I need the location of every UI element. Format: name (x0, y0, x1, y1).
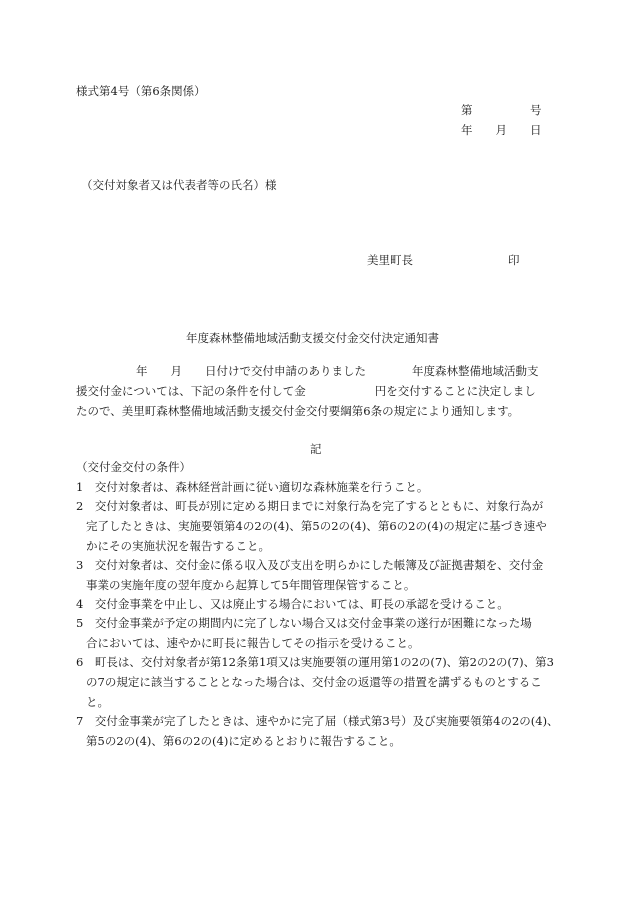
conditions-heading: （交付金交付の条件） (76, 460, 191, 474)
condition-line: 事業の実施年度の翌年度から起算して5年間管理保管すること。 (86, 578, 416, 592)
condition-line: 5 交付金事業が予定の期間内に完了しない場合又は交付金事業の遂行が困難になった場 (76, 616, 532, 630)
condition-line: 3 交付対象者は、交付金に係る収入及び支出を明らかにした帳簿及び証拠書類を、交付金 (76, 558, 544, 572)
condition-line: 第5の2の(4)、第6の2の(4)に定めるとおりに報告すること。 (86, 734, 401, 748)
ki-marker: 記 (310, 442, 322, 456)
condition-line: の7の規定に該当することとなった場合は、交付金の返還等の措置を講ずるものとするこ (86, 675, 542, 689)
body-line: 年 月 日付けで交付申請のありました 年度森林整備地域活動支 (136, 364, 539, 378)
body-line: 援交付金については、下記の条件を付して金 円を交付することに決定しまし (76, 384, 536, 398)
issuer-name: 美里町長 (367, 253, 413, 267)
addressee: （交付対象者又は代表者等の氏名）様 (81, 178, 277, 192)
body-line: たので、美里町森林整備地域活動支援交付金交付要綱第6条の規定により通知します。 (76, 404, 520, 418)
issue-date: 年 月 日 (461, 123, 542, 137)
document-title: 年度森林整備地域活動支援交付金交付決定通知書 (186, 331, 439, 345)
condition-line: 2 交付対象者は、町長が別に定める期日までに対象行為を完了するとともに、対象行為が (76, 499, 544, 513)
condition-line: と。 (86, 695, 109, 709)
condition-line: 完了したときは、実施要領第4の2の(4)、第5の2の(4)、第6の2の(4)の規定に基づき速や (86, 519, 547, 533)
condition-line: 合においては、速やかに町長に報告してその指示を受けること。 (86, 636, 420, 650)
form-number: 様式第4号（第6条関係） (76, 84, 206, 98)
document-number: 第 号 (461, 103, 542, 117)
condition-line: 1 交付対象者は、森林経営計画に従い適切な森林施業を行うこと。 (76, 480, 429, 494)
condition-line: 4 交付金事業を中止し、又は廃止する場合においては、町長の承認を受けること。 (76, 597, 509, 611)
condition-line: 7 交付金事業が完了したときは、速やかに完了届（様式第3号）及び実施要領第4の2の(4)、 (76, 714, 559, 728)
condition-line: かにその実施状況を報告すること。 (86, 539, 270, 553)
seal-mark: 印 (508, 253, 520, 267)
condition-line: 6 町長は、交付対象者が第12条第1項又は実施要領の運用第1の2の(7)、第2の2の(7)、第3 (76, 655, 554, 669)
